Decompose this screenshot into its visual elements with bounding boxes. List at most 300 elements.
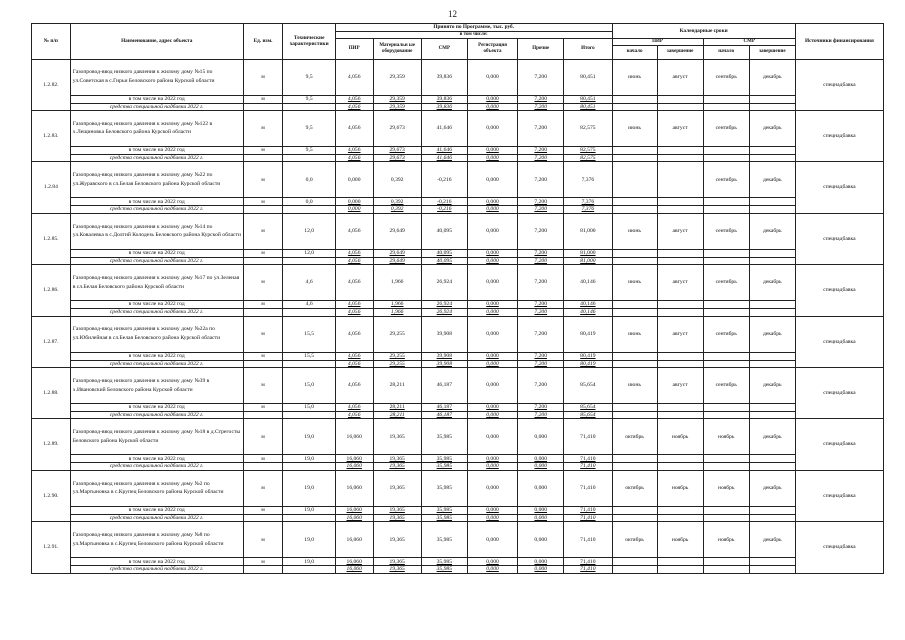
materials-cell: 19,365 bbox=[373, 470, 421, 506]
other-cell: 7,200 bbox=[518, 368, 564, 404]
special-fund-smr-cell: 46,187 bbox=[421, 412, 467, 419]
year-total-pir-cell: 4,056 bbox=[335, 404, 373, 412]
year-total-row bbox=[32, 352, 884, 360]
other-cell: 7,200 bbox=[518, 110, 564, 146]
smr-end-cell: декабрь bbox=[749, 470, 795, 506]
smr-start-cell: ноябрь bbox=[703, 419, 749, 455]
empty-cell bbox=[283, 257, 335, 264]
pir-cell: 16,060 bbox=[335, 419, 373, 455]
special-fund-reg-cell: 0,000 bbox=[467, 463, 517, 470]
empty-cell bbox=[749, 103, 795, 110]
special-fund-total-cell: 7,376 bbox=[564, 206, 612, 213]
empty-cell bbox=[749, 95, 795, 103]
row-number: 1.2.88. bbox=[32, 368, 71, 419]
year-total-smr-cell: 35,985 bbox=[421, 455, 467, 463]
empty-cell bbox=[749, 249, 795, 257]
smr-end-cell: декабрь bbox=[749, 59, 795, 95]
other-cell: 0,000 bbox=[518, 470, 564, 506]
empty-cell bbox=[657, 455, 703, 463]
year-total-smr-cell: 35,985 bbox=[421, 506, 467, 514]
empty-cell bbox=[703, 404, 749, 412]
empty-cell bbox=[243, 412, 283, 419]
empty-cell bbox=[283, 154, 335, 161]
special-fund-mat-cell: 29,673 bbox=[373, 154, 421, 161]
special-fund-row bbox=[32, 154, 884, 161]
empty-cell bbox=[657, 198, 703, 206]
special-fund-label: средства специальной надбавки 2022 г. bbox=[70, 360, 243, 367]
materials-cell: 1,966 bbox=[373, 265, 421, 301]
table-row bbox=[32, 162, 884, 198]
funding-cell: спецнадбавка bbox=[795, 316, 883, 367]
funding-cell: спецнадбавка bbox=[795, 368, 883, 419]
empty-cell bbox=[612, 514, 657, 521]
year-total-mat-cell: 0,392 bbox=[373, 198, 421, 206]
other-cell: 7,200 bbox=[518, 265, 564, 301]
unit-cell: м bbox=[243, 95, 283, 103]
header-cal-smr: СМР bbox=[703, 38, 795, 45]
unit-cell: м bbox=[243, 404, 283, 412]
special-fund-smr-cell: 35,985 bbox=[421, 514, 467, 521]
pir-end-cell: ноябрь bbox=[657, 470, 703, 506]
special-fund-label: средства специальной надбавки 2022 г. bbox=[70, 309, 243, 316]
header-pir-end: завершение bbox=[657, 45, 703, 59]
empty-cell bbox=[749, 404, 795, 412]
header-pir-start: начало bbox=[612, 45, 657, 59]
year-total-other-cell: 7,200 bbox=[518, 404, 564, 412]
smr-start-cell: сентябрь bbox=[703, 162, 749, 198]
total-cell: 85,654 bbox=[564, 368, 612, 404]
registration-cell: 0,000 bbox=[467, 59, 517, 95]
empty-cell bbox=[703, 154, 749, 161]
unit-cell: м bbox=[243, 110, 283, 146]
year-total-pir-cell: 4,056 bbox=[335, 352, 373, 360]
funding-cell: спецнадбавка bbox=[795, 110, 883, 161]
pir-end-cell bbox=[657, 162, 703, 198]
empty-cell bbox=[612, 249, 657, 257]
empty-cell bbox=[657, 352, 703, 360]
empty-cell bbox=[749, 566, 795, 573]
year-total-pir-cell: 16,060 bbox=[335, 558, 373, 566]
empty-cell bbox=[749, 463, 795, 470]
pir-end-cell: август bbox=[657, 265, 703, 301]
object-name: Газопровод-ввод низкого давления к жилому дому №17 по ул.Зеленая в сл.Белая Беловского района Курской области bbox=[70, 265, 243, 301]
registration-cell: 0,000 bbox=[467, 316, 517, 352]
special-fund-reg-cell: 0,000 bbox=[467, 514, 517, 521]
pir-start-cell: июнь bbox=[612, 213, 657, 249]
empty-cell bbox=[612, 206, 657, 213]
year-total-label: в том числе на 2022 год bbox=[70, 352, 243, 360]
row-number: 1.2.82. bbox=[32, 59, 71, 110]
empty-cell bbox=[612, 558, 657, 566]
empty-cell bbox=[283, 514, 335, 521]
header-total: Итого bbox=[564, 38, 612, 59]
unit-cell: м bbox=[243, 558, 283, 566]
special-fund-row bbox=[32, 360, 884, 367]
tech-cell: 9,5 bbox=[283, 95, 335, 103]
empty-cell bbox=[703, 455, 749, 463]
special-fund-total-cell: 40,146 bbox=[564, 309, 612, 316]
special-fund-pir-cell: 0,000 bbox=[335, 206, 373, 213]
materials-cell: 29,255 bbox=[373, 316, 421, 352]
smr-cell: 39,908 bbox=[421, 316, 467, 352]
empty-cell bbox=[612, 463, 657, 470]
empty-cell bbox=[243, 154, 283, 161]
smr-cell: 35,985 bbox=[421, 522, 467, 558]
empty-cell bbox=[749, 257, 795, 264]
materials-cell: 28,211 bbox=[373, 368, 421, 404]
year-total-total-cell: 80,419 bbox=[564, 352, 612, 360]
smr-cell: 35,985 bbox=[421, 419, 467, 455]
special-fund-label: средства специальной надбавки 2022 г. bbox=[70, 566, 243, 573]
special-fund-mat-cell: 0,392 bbox=[373, 206, 421, 213]
year-total-smr-cell: 39,908 bbox=[421, 352, 467, 360]
year-total-total-cell: 40,146 bbox=[564, 301, 612, 309]
year-total-other-cell: 0,000 bbox=[518, 558, 564, 566]
special-fund-label: средства специальной надбавки 2022 г. bbox=[70, 412, 243, 419]
row-number: 1.2.90. bbox=[32, 470, 71, 521]
smr-start-cell: ноябрь bbox=[703, 522, 749, 558]
empty-cell bbox=[749, 309, 795, 316]
special-fund-total-cell: 80,451 bbox=[564, 103, 612, 110]
empty-cell bbox=[612, 404, 657, 412]
empty-cell bbox=[703, 506, 749, 514]
year-total-smr-cell: 39,836 bbox=[421, 95, 467, 103]
year-total-other-cell: 7,200 bbox=[518, 95, 564, 103]
materials-cell: 29,649 bbox=[373, 213, 421, 249]
other-cell: 7,200 bbox=[518, 316, 564, 352]
year-total-label: в том числе на 2022 год bbox=[70, 301, 243, 309]
pir-cell: 4,056 bbox=[335, 213, 373, 249]
empty-cell bbox=[612, 301, 657, 309]
special-fund-pir-cell: 16,060 bbox=[335, 463, 373, 470]
table-header bbox=[32, 24, 884, 60]
row-number: 1.2.89. bbox=[32, 419, 71, 470]
object-name: Газопровод-ввод низкого давления к жилому дому №2 по ул.Мартыновка в с.Крупец Беловского района Курской области bbox=[70, 470, 243, 506]
tech-cell: 0,0 bbox=[283, 162, 335, 198]
row-number: 1.2.83. bbox=[32, 110, 71, 161]
total-cell: 71,410 bbox=[564, 419, 612, 455]
special-fund-row bbox=[32, 514, 884, 521]
empty-cell bbox=[703, 309, 749, 316]
header-smr: СМР bbox=[421, 38, 467, 59]
year-total-total-cell: 71,410 bbox=[564, 558, 612, 566]
special-fund-pir-cell: 16,060 bbox=[335, 566, 373, 573]
pir-end-cell: август bbox=[657, 59, 703, 95]
year-total-mat-cell: 29,359 bbox=[373, 95, 421, 103]
smr-end-cell: декабрь bbox=[749, 419, 795, 455]
unit-cell: м bbox=[243, 146, 283, 154]
empty-cell bbox=[283, 103, 335, 110]
special-fund-pir-cell: 16,060 bbox=[335, 514, 373, 521]
empty-cell bbox=[657, 249, 703, 257]
row-number: 1.2.84 bbox=[32, 162, 71, 213]
empty-cell bbox=[657, 257, 703, 264]
year-total-other-cell: 7,200 bbox=[518, 146, 564, 154]
empty-cell bbox=[657, 95, 703, 103]
smr-end-cell: декабрь bbox=[749, 213, 795, 249]
empty-cell bbox=[657, 154, 703, 161]
year-total-row bbox=[32, 558, 884, 566]
empty-cell bbox=[657, 103, 703, 110]
empty-cell bbox=[283, 360, 335, 367]
tech-cell: 4,6 bbox=[283, 301, 335, 309]
registration-cell: 0,000 bbox=[467, 522, 517, 558]
year-total-mat-cell: 28,211 bbox=[373, 404, 421, 412]
empty-cell bbox=[612, 257, 657, 264]
special-fund-other-cell: 7,200 bbox=[518, 206, 564, 213]
empty-cell bbox=[657, 309, 703, 316]
empty-cell bbox=[657, 558, 703, 566]
special-fund-row bbox=[32, 103, 884, 110]
other-cell: 7,200 bbox=[518, 213, 564, 249]
object-name: Газопровод-ввод низкого давления к жилому дому №14 по ул.Ковалевка в с.Долгий Колодезь Беловского района Курской области bbox=[70, 213, 243, 249]
empty-cell bbox=[703, 412, 749, 419]
pir-start-cell: июнь bbox=[612, 59, 657, 95]
unit-cell: м bbox=[243, 368, 283, 404]
unit-cell: м bbox=[243, 249, 283, 257]
year-total-mat-cell: 19,365 bbox=[373, 558, 421, 566]
object-name: Газопровод-ввод низкого давления к жилому дому №22а по ул.Юбилейная в сл.Белая Беловского района Курской области bbox=[70, 316, 243, 352]
empty-cell bbox=[612, 506, 657, 514]
special-fund-pir-cell: 4,056 bbox=[335, 360, 373, 367]
header-pir: ПИР bbox=[335, 38, 373, 59]
pir-cell: 4,056 bbox=[335, 265, 373, 301]
year-total-other-cell: 7,200 bbox=[518, 249, 564, 257]
unit-cell: м bbox=[243, 198, 283, 206]
empty-cell bbox=[749, 514, 795, 521]
object-name: Газопровод-ввод низкого давления к жилому дому №18 в д.Стрегосты Беловского района Курской области bbox=[70, 419, 243, 455]
empty-cell bbox=[657, 404, 703, 412]
empty-cell bbox=[243, 309, 283, 316]
table-row bbox=[32, 59, 884, 95]
year-total-row bbox=[32, 249, 884, 257]
year-total-label: в том числе на 2022 год bbox=[70, 95, 243, 103]
materials-cell: 29,673 bbox=[373, 110, 421, 146]
empty-cell bbox=[657, 301, 703, 309]
pir-start-cell bbox=[612, 162, 657, 198]
year-total-mat-cell: 19,365 bbox=[373, 455, 421, 463]
unit-cell: м bbox=[243, 301, 283, 309]
year-total-smr-cell: 41,646 bbox=[421, 146, 467, 154]
year-total-reg-cell: 0,000 bbox=[467, 455, 517, 463]
row-number: 1.2.85. bbox=[32, 213, 71, 264]
special-fund-reg-cell: 0,000 bbox=[467, 154, 517, 161]
special-fund-reg-cell: 0,000 bbox=[467, 257, 517, 264]
empty-cell bbox=[703, 206, 749, 213]
special-fund-mat-cell: 28,211 bbox=[373, 412, 421, 419]
unit-cell: м bbox=[243, 59, 283, 95]
empty-cell bbox=[703, 514, 749, 521]
empty-cell bbox=[657, 566, 703, 573]
empty-cell bbox=[657, 514, 703, 521]
year-total-reg-cell: 0,000 bbox=[467, 352, 517, 360]
tech-cell: 9,5 bbox=[283, 110, 335, 146]
year-total-row bbox=[32, 301, 884, 309]
year-total-total-cell: 71,410 bbox=[564, 506, 612, 514]
tech-cell: 0,0 bbox=[283, 198, 335, 206]
empty-cell bbox=[243, 206, 283, 213]
smr-cell: -0,216 bbox=[421, 162, 467, 198]
year-total-smr-cell: 35,985 bbox=[421, 558, 467, 566]
special-fund-reg-cell: 0,000 bbox=[467, 103, 517, 110]
tech-cell: 19,0 bbox=[283, 522, 335, 558]
special-fund-reg-cell: 0,000 bbox=[467, 412, 517, 419]
pir-cell: 16,060 bbox=[335, 522, 373, 558]
year-total-row bbox=[32, 198, 884, 206]
empty-cell bbox=[612, 455, 657, 463]
empty-cell bbox=[657, 146, 703, 154]
empty-cell bbox=[283, 566, 335, 573]
year-total-reg-cell: 0,000 bbox=[467, 404, 517, 412]
funding-cell: спецнадбавка bbox=[795, 522, 883, 573]
year-total-reg-cell: 0,000 bbox=[467, 558, 517, 566]
smr-start-cell: сентябрь bbox=[703, 368, 749, 404]
year-total-mat-cell: 19,365 bbox=[373, 506, 421, 514]
empty-cell bbox=[283, 463, 335, 470]
year-total-total-cell: 82,575 bbox=[564, 146, 612, 154]
unit-cell: м bbox=[243, 265, 283, 301]
smr-end-cell: декабрь bbox=[749, 162, 795, 198]
funding-cell: спецнадбавка bbox=[795, 470, 883, 521]
special-fund-total-cell: 85,654 bbox=[564, 412, 612, 419]
smr-cell: 39,836 bbox=[421, 59, 467, 95]
special-fund-label: средства специальной надбавки 2022 г. bbox=[70, 103, 243, 110]
tech-cell: 19,0 bbox=[283, 506, 335, 514]
empty-cell bbox=[703, 558, 749, 566]
empty-cell bbox=[283, 412, 335, 419]
smr-start-cell: сентябрь bbox=[703, 316, 749, 352]
pir-end-cell: август bbox=[657, 368, 703, 404]
table-body bbox=[32, 59, 884, 573]
year-total-mat-cell: 29,255 bbox=[373, 352, 421, 360]
year-total-other-cell: 0,000 bbox=[518, 455, 564, 463]
unit-cell: м bbox=[243, 455, 283, 463]
special-fund-other-cell: 7,200 bbox=[518, 257, 564, 264]
table-row bbox=[32, 419, 884, 455]
empty-cell bbox=[657, 206, 703, 213]
special-fund-row bbox=[32, 309, 884, 316]
year-total-reg-cell: 0,000 bbox=[467, 249, 517, 257]
pir-cell: 4,056 bbox=[335, 59, 373, 95]
unit-cell: м bbox=[243, 162, 283, 198]
smr-cell: 35,985 bbox=[421, 470, 467, 506]
special-fund-mat-cell: 19,365 bbox=[373, 514, 421, 521]
year-total-row bbox=[32, 455, 884, 463]
special-fund-reg-cell: 0,000 bbox=[467, 309, 517, 316]
pir-start-cell: октябрь bbox=[612, 522, 657, 558]
total-cell: 81,000 bbox=[564, 213, 612, 249]
special-fund-pir-cell: 4,056 bbox=[335, 103, 373, 110]
special-fund-reg-cell: 0,000 bbox=[467, 566, 517, 573]
pir-end-cell: август bbox=[657, 213, 703, 249]
smr-end-cell: декабрь bbox=[749, 110, 795, 146]
unit-cell: м bbox=[243, 522, 283, 558]
total-cell: 80,419 bbox=[564, 316, 612, 352]
smr-cell: 40,095 bbox=[421, 213, 467, 249]
special-fund-other-cell: 7,200 bbox=[518, 154, 564, 161]
empty-cell bbox=[749, 301, 795, 309]
object-name: Газопровод-ввод низкого давления к жилому дому №22 по ул.Журавского в сл.Белая Беловского района Курской области bbox=[70, 162, 243, 198]
unit-cell: м bbox=[243, 316, 283, 352]
registration-cell: 0,000 bbox=[467, 213, 517, 249]
materials-cell: 19,365 bbox=[373, 522, 421, 558]
object-name: Газопровод-ввод низкого давления к жилому дому №122 в х.Лещиновка Беловского района Курской области bbox=[70, 110, 243, 146]
empty-cell bbox=[703, 463, 749, 470]
year-total-reg-cell: 0,000 bbox=[467, 506, 517, 514]
special-fund-row bbox=[32, 412, 884, 419]
registration-cell: 0,000 bbox=[467, 368, 517, 404]
table-row bbox=[32, 110, 884, 146]
year-total-row bbox=[32, 404, 884, 412]
empty-cell bbox=[749, 198, 795, 206]
empty-cell bbox=[703, 95, 749, 103]
table-row bbox=[32, 470, 884, 506]
special-fund-total-cell: 71,410 bbox=[564, 463, 612, 470]
year-total-smr-cell: 46,187 bbox=[421, 404, 467, 412]
special-fund-pir-cell: 4,056 bbox=[335, 412, 373, 419]
funding-cell: спецнадбавка bbox=[795, 59, 883, 110]
total-cell: 71,410 bbox=[564, 522, 612, 558]
table-row bbox=[32, 522, 884, 558]
object-name: Газопровод-ввод низкого давления к жилому дому №39 в х.Ивановский Беловского района Курской области bbox=[70, 368, 243, 404]
unit-cell: м bbox=[243, 352, 283, 360]
special-fund-smr-cell: 40,095 bbox=[421, 257, 467, 264]
special-fund-label: средства специальной надбавки 2022 г. bbox=[70, 514, 243, 521]
special-fund-label: средства специальной надбавки 2022 г. bbox=[70, 257, 243, 264]
empty-cell bbox=[243, 103, 283, 110]
year-total-pir-cell: 4,056 bbox=[335, 249, 373, 257]
special-fund-smr-cell: 41,646 bbox=[421, 154, 467, 161]
smr-cell: 46,187 bbox=[421, 368, 467, 404]
empty-cell bbox=[749, 455, 795, 463]
header-funding: Источники финансирования bbox=[795, 24, 883, 60]
empty-cell bbox=[703, 301, 749, 309]
empty-cell bbox=[243, 463, 283, 470]
header-calendar: Календарные сроки bbox=[612, 24, 795, 39]
special-fund-mat-cell: 19,365 bbox=[373, 463, 421, 470]
total-cell: 71,410 bbox=[564, 470, 612, 506]
year-total-label: в том числе на 2022 год bbox=[70, 558, 243, 566]
year-total-total-cell: 81,000 bbox=[564, 249, 612, 257]
tech-cell: 19,0 bbox=[283, 558, 335, 566]
empty-cell bbox=[612, 309, 657, 316]
empty-cell bbox=[749, 154, 795, 161]
tech-cell: 19,0 bbox=[283, 470, 335, 506]
pir-cell: 0,000 bbox=[335, 162, 373, 198]
year-total-reg-cell: 0,000 bbox=[467, 301, 517, 309]
smr-end-cell: декабрь bbox=[749, 522, 795, 558]
special-fund-other-cell: 0,000 bbox=[518, 566, 564, 573]
tech-cell: 19,0 bbox=[283, 455, 335, 463]
registration-cell: 0,000 bbox=[467, 110, 517, 146]
header-other: Прочие bbox=[518, 38, 564, 59]
pir-cell: 16,060 bbox=[335, 470, 373, 506]
empty-cell bbox=[243, 566, 283, 573]
year-total-smr-cell: -0,216 bbox=[421, 198, 467, 206]
special-fund-total-cell: 71,410 bbox=[564, 566, 612, 573]
smr-start-cell: сентябрь bbox=[703, 110, 749, 146]
special-fund-total-cell: 82,575 bbox=[564, 154, 612, 161]
table-row bbox=[32, 368, 884, 404]
year-total-label: в том числе на 2022 год bbox=[70, 249, 243, 257]
pir-start-cell: октябрь bbox=[612, 470, 657, 506]
year-total-row bbox=[32, 506, 884, 514]
table-row bbox=[32, 265, 884, 301]
tech-cell: 15,0 bbox=[283, 404, 335, 412]
empty-cell bbox=[703, 103, 749, 110]
year-total-smr-cell: 40,095 bbox=[421, 249, 467, 257]
empty-cell bbox=[749, 558, 795, 566]
